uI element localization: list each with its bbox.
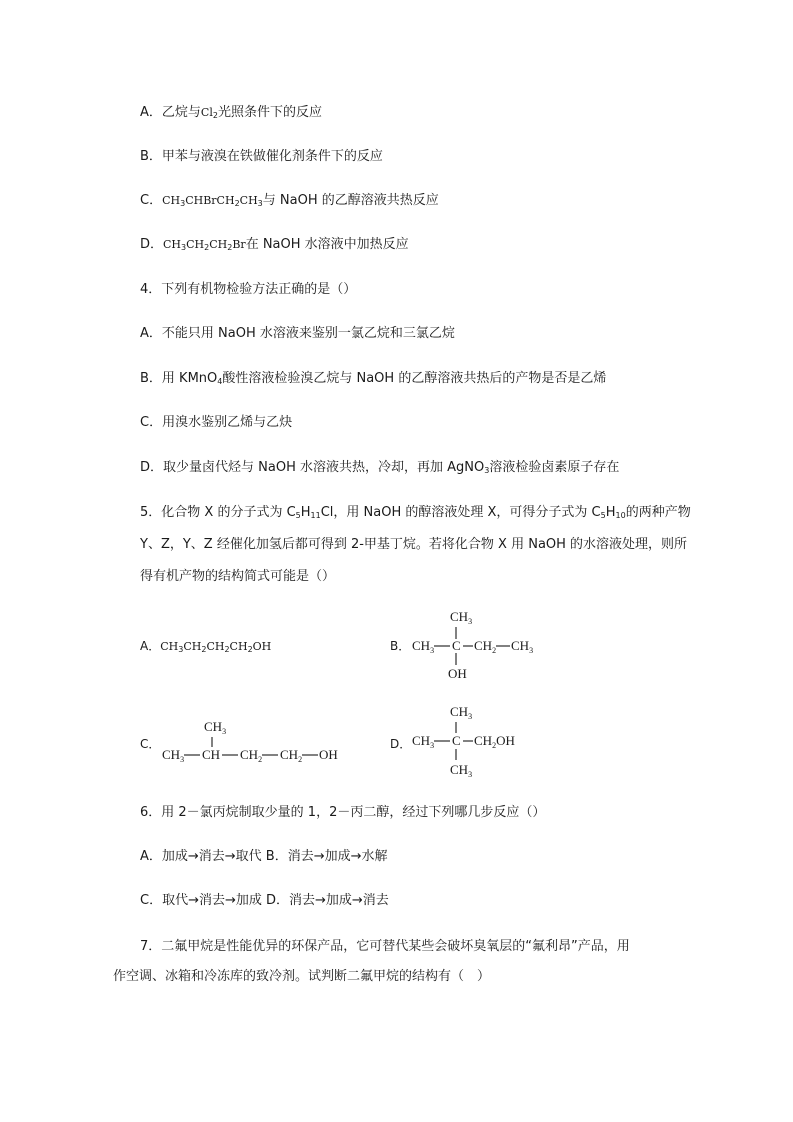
q4-option-b bbox=[140, 370, 606, 388]
option-letter: C． bbox=[140, 193, 163, 208]
q5-option-d-structure bbox=[410, 700, 540, 780]
option-letter: D． bbox=[140, 237, 164, 252]
formula-part: CH bbox=[162, 194, 181, 207]
subscript: 3 bbox=[484, 466, 490, 475]
methylene-group: $CH_2$ bbox=[474, 638, 497, 655]
q5-stem-line3: 得有机产物的结构简式可能是（） bbox=[140, 569, 336, 584]
central-carbon: C bbox=[452, 733, 461, 748]
q6-options-cd: C．取代→消去→加成 D．消去→加成→消去 bbox=[140, 893, 389, 908]
q4-option-d bbox=[140, 459, 619, 477]
subscript: 4 bbox=[217, 377, 223, 386]
q3-option-a-text: A．乙烷与 bbox=[140, 105, 201, 120]
subscript: 2 bbox=[227, 243, 233, 252]
q5-option-c-label: C． bbox=[140, 737, 161, 751]
methylene-group-2: $CH_2$ bbox=[280, 747, 303, 764]
subscript: 2 bbox=[247, 645, 253, 654]
hydroxyl-group: OH bbox=[319, 747, 338, 762]
q4-option-d-suffix: 溶液检验卤素原子存在 bbox=[489, 460, 620, 475]
subscript: 2 bbox=[204, 243, 210, 252]
q5-stem-line2: Y、Z，Y、Z 经催化加氢后都可得到 2-甲基丁烷。若将化合物 X 用 NaOH 的水溶液处理，则所 bbox=[140, 537, 688, 552]
q5-stem-line1 bbox=[140, 504, 691, 522]
formula-part: CH bbox=[186, 238, 205, 251]
q5-option-b-structure bbox=[410, 605, 550, 685]
subscript: 3 bbox=[180, 199, 186, 208]
q7-stem-line1: 7．二氟甲烷是性能优异的环保产品，它可替代某些会破坏臭氧层的“氟利昂”产品，用 bbox=[140, 939, 630, 954]
q5-option-d-label: D． bbox=[390, 737, 412, 751]
methyl-right: $CH_3$ bbox=[511, 638, 534, 655]
methyl-top: $CH_3$ bbox=[450, 704, 473, 721]
subscript: 2 bbox=[212, 111, 218, 120]
formula-part: CH bbox=[163, 238, 182, 251]
methyl-left: $CH_3$ bbox=[412, 638, 435, 655]
subscript: 5 bbox=[600, 511, 606, 520]
q5-option-b-label: B． bbox=[390, 639, 411, 653]
subscript: 2 bbox=[234, 199, 240, 208]
subscript: 11 bbox=[310, 511, 321, 520]
subscript: 3 bbox=[257, 199, 263, 208]
formula-part: CH bbox=[209, 238, 228, 251]
q7-stem-line2: 作空调、冰箱和冷冻库的致冷剂。试判断二氟甲烷的结构有（ ） bbox=[113, 969, 491, 984]
subscript: 5 bbox=[295, 511, 301, 520]
chlorine-formula: Cl bbox=[200, 106, 213, 119]
q4-stem: 4．下列有机物检验方法正确的是（） bbox=[140, 282, 357, 297]
q3-option-b: B．甲苯与液溴在铁做催化剂条件下的反应 bbox=[140, 149, 383, 164]
formula-part: CH bbox=[183, 640, 202, 653]
q4-option-a: A．不能只用 NaOH 水溶液来鉴别一氯乙烷和三氯乙烷 bbox=[140, 326, 455, 341]
q5-option-c-structure bbox=[160, 715, 350, 770]
q6-stem: 6．用 2－氯丙烷制取少量的 1，2－丙二醇，经过下列哪几步反应（） bbox=[140, 805, 546, 820]
subscript: 2 bbox=[224, 645, 230, 654]
central-carbon: C bbox=[452, 638, 461, 653]
methine-group: CH bbox=[202, 747, 221, 762]
q3-option-d bbox=[140, 236, 409, 254]
q5-option-a bbox=[140, 637, 271, 654]
methyl-bottom: $CH_3$ bbox=[450, 762, 473, 779]
hydroxyl-group: OH bbox=[448, 666, 467, 681]
hydroxymethyl-group: $CH_2OH$ bbox=[474, 733, 515, 750]
formula-part: CH bbox=[160, 640, 179, 653]
q5-text: H bbox=[605, 505, 616, 520]
q5-text: Cl，用 NaOH 的醇溶液处理 X，可得分子式为 C bbox=[320, 505, 601, 520]
q4-option-b-suffix: 酸性溶液检验溴乙烷与 NaOH 的乙醇溶液共热后的产物是否是乙烯 bbox=[222, 371, 607, 386]
q5-text: 5．化合物 X 的分子式为 C bbox=[140, 505, 296, 520]
formula-part: OH bbox=[252, 640, 272, 653]
methyl-left: $CH_3$ bbox=[162, 747, 185, 764]
subscript: 3 bbox=[178, 645, 184, 654]
methyl-top: $CH_3$ bbox=[450, 609, 473, 626]
q6-options-ab: A．加成→消去→取代 B．消去→加成→水解 bbox=[140, 849, 388, 864]
methyl-left: $CH_3$ bbox=[412, 733, 435, 750]
formula-part: CHBrCH bbox=[185, 194, 235, 207]
subscript: 2 bbox=[201, 645, 207, 654]
q3-option-c bbox=[140, 192, 439, 210]
formula-part: CH bbox=[229, 640, 248, 653]
formula-part: CH bbox=[206, 640, 225, 653]
q4-option-c: C．用溴水鉴别乙烯与乙炔 bbox=[140, 415, 293, 430]
formula-part: CH bbox=[239, 194, 258, 207]
subscript: 3 bbox=[181, 243, 187, 252]
q3-option-c-suffix: 与 NaOH 的乙醇溶液共热反应 bbox=[262, 193, 439, 208]
q3-option-d-suffix: 在 NaOH 水溶液中加热反应 bbox=[245, 237, 409, 252]
subscript: 10 bbox=[615, 511, 626, 520]
q3-option-a-suffix: 光照条件下的反应 bbox=[217, 105, 322, 120]
q4-option-b-text: B．用 KMnO bbox=[140, 371, 218, 386]
q3-option-a bbox=[140, 104, 322, 122]
methyl-top: $CH_3$ bbox=[204, 719, 227, 736]
q4-option-d-text: D．取少量卤代烃与 NaOH 水溶液共热，冷却，再加 AgNO bbox=[140, 460, 485, 475]
methylene-group-1: $CH_2$ bbox=[240, 747, 263, 764]
formula-part: Br bbox=[232, 238, 246, 251]
q5-text: 的两种产物 bbox=[625, 505, 691, 520]
q5-text: H bbox=[300, 505, 311, 520]
option-letter: A． bbox=[140, 639, 161, 653]
